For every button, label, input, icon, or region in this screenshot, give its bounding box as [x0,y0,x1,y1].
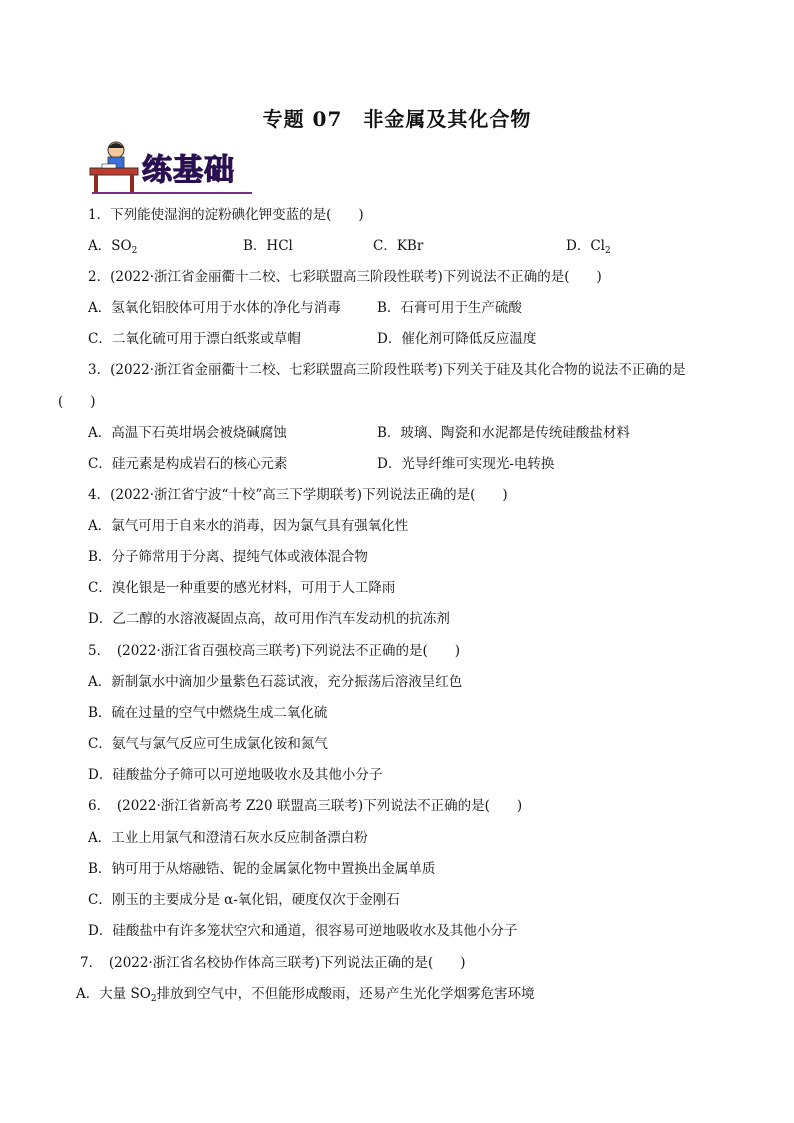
q1-option-a: A．$SO_2$ [88,238,138,256]
q6-stem: 6． (2022·浙江省新高考 Z20 联盟高三联考)下列说法不正确的是( ) [88,798,523,814]
q1-option-c: C．KBr [373,238,424,254]
student-at-desk-icon [90,142,138,193]
q3-stem-continued: ( ) [58,394,96,410]
q3-stem: 3．(2022·浙江省金丽衢十二校、七彩联盟高三阶段性联考)下列关于硅及其化合物的说法不正确的是 [88,362,686,378]
q1-stem: 1．下列能使湿润的淀粉碘化钾变蓝的是( ) [88,207,364,223]
q7-stem: 7． (2022·浙江省名校协作体高三联考)下列说法正确的是( ) [80,955,466,971]
q1-option-b: B．HCl [243,238,293,254]
q5-option-d: D．硅酸盐分子筛可以可逆地吸收水及其他小分子 [88,767,383,783]
q6-option-a: A．工业上用氯气和澄清石灰水反应制备漂白粉 [88,830,368,846]
q5-stem: 5． (2022·浙江省百强校高三联考)下列说法不正确的是( ) [88,643,461,659]
badge-text: 练基础 [142,153,235,188]
practice-badge [86,138,256,196]
q4-option-d: D．乙二醇的水溶液凝固点高，故可用作汽车发动机的抗冻剂 [88,611,450,627]
q2-option-a: A．氢氧化铝胶体可用于水体的净化与消毒 [88,300,341,316]
q3-option-a: A．高温下石英坩埚会被烧碱腐蚀 [88,425,287,441]
page-title: 专题 07 非金属及其化合物 [262,107,532,131]
q2-option-d: D．催化剂可降低反应温度 [377,331,537,347]
q3-option-c: C．硅元素是构成岩石的核心元素 [88,456,288,472]
q2-option-c: C．二氧化硫可用于漂白纸浆或草帽 [88,331,301,347]
q4-option-a: A．氯气可用于自来水的消毒，因为氯气具有强氧化性 [88,518,409,534]
q7-option-a: A．大量 $SO_2$排放到空气中，不但能形成酸雨，还易产生光化学烟雾危害环境 [76,986,535,1004]
q6-option-d: D．硅酸盐中有许多笼状空穴和通道，很容易可逆地吸收水及其他小分子 [88,923,518,939]
q4-stem: 4．(2022·浙江省宁波“十校”高三下学期联考)下列说法正确的是( ) [88,487,508,503]
q3-option-d: D．光导纤维可实现光-电转换 [377,456,555,472]
q4-option-c: C．溴化银是一种重要的感光材料，可用于人工降雨 [88,580,396,596]
q5-option-a: A．新制氯水中滴加少量紫色石蕊试液，充分振荡后溶液呈红色 [88,674,463,690]
q5-option-b: B．硫在过量的空气中燃烧生成二氧化硫 [88,705,328,721]
q1-option-d: D．$Cl_2$ [566,238,611,256]
q2-option-b: B．石膏可用于生产硫酸 [377,300,522,316]
q5-option-c: C．氨气与氯气反应可生成氯化铵和氮气 [88,736,328,752]
q6-option-c: C．刚玉的主要成分是 α-氧化铝，硬度仅次于金刚石 [88,892,400,908]
q3-option-b: B．玻璃、陶瓷和水泥都是传统硅酸盐材料 [377,425,630,441]
q4-option-b: B．分子筛常用于分离、提纯气体或液体混合物 [88,549,368,565]
q2-stem: 2．(2022·浙江省金丽衢十二校、七彩联盟高三阶段性联考)下列说法不正确的是( ) [88,269,602,285]
q6-option-b: B．钠可用于从熔融锆、铌的金属氯化物中置换出金属单质 [88,861,436,877]
